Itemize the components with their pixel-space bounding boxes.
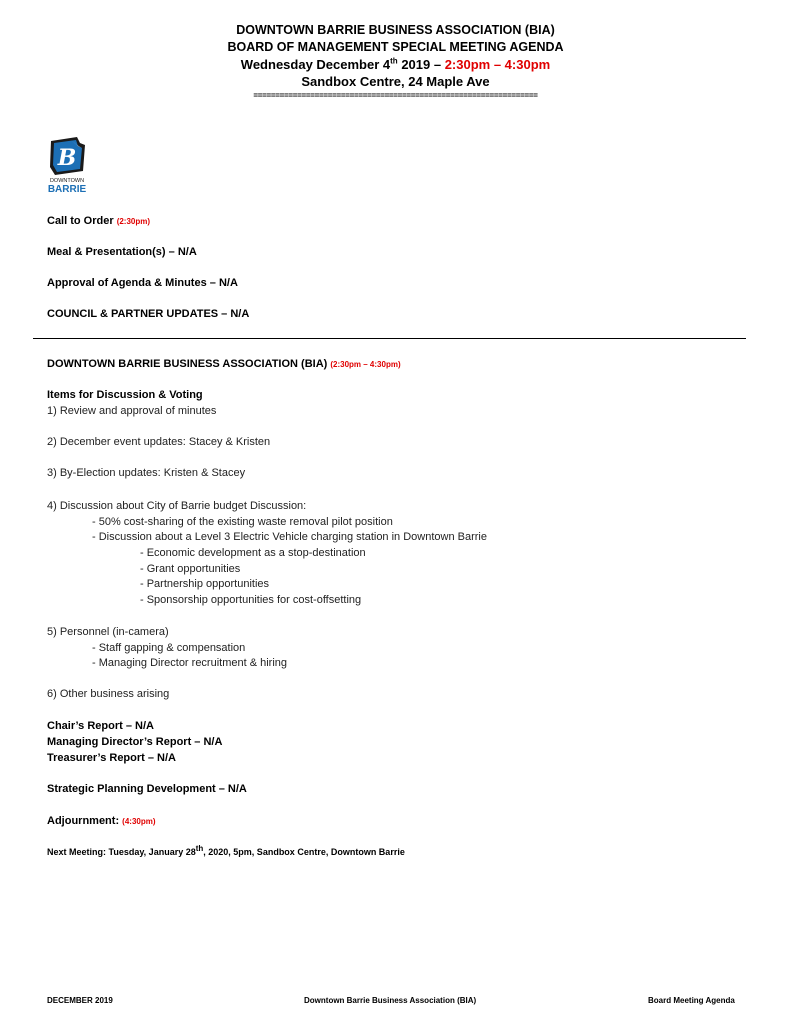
agenda-item-4b-1: - Economic development as a stop-destination (140, 547, 366, 559)
meal-presentations: Meal & Presentation(s) – N/A (47, 246, 197, 258)
agenda-item-5: 5) Personnel (in-camera) (47, 626, 169, 638)
next-meeting: Next Meeting: Tuesday, January 28th, 2020, 5pm, Sandbox Centre, Downtown Barrie (47, 844, 405, 857)
chair-report: Chair’s Report – N/A (47, 720, 154, 732)
downtown-barrie-logo (47, 137, 89, 195)
agenda-item-4: 4) Discussion about City of Barrie budget Discussion: (47, 500, 307, 512)
agenda-item-5a: - Staff gapping & compensation (92, 642, 246, 654)
agenda-header (0, 22, 791, 101)
meeting-time: 2:30pm – 4:30pm (444, 57, 551, 72)
call-to-order: Call to Order (2:30pm) (47, 215, 151, 227)
header-rule: ================================================================= (253, 91, 538, 100)
bia-section-time: (2:30pm – 4:30pm) (330, 360, 401, 369)
agenda-item-4b-4: - Sponsorship opportunities for cost-offsetting (140, 594, 362, 606)
org-title: DOWNTOWN BARRIE BUSINESS ASSOCIATION (BIA) (236, 23, 555, 37)
agenda-item-4b-2: - Grant opportunities (140, 563, 241, 575)
meeting-location: Sandbox Centre, 24 Maple Ave (301, 74, 490, 89)
agenda-item-4a: - 50% cost-sharing of the existing waste removal pilot position (92, 516, 393, 528)
adjournment: Adjournment: (4:30pm) (47, 815, 156, 827)
council-partner-updates: COUNCIL & PARTNER UPDATES – N/A (47, 308, 250, 320)
treasurer-report: Treasurer’s Report – N/A (47, 752, 176, 764)
svg-text:B: B (57, 145, 77, 171)
bia-section-heading: DOWNTOWN BARRIE BUSINESS ASSOCIATION (BIA) (2:30pm – 4:30pm) (47, 358, 401, 370)
adjournment-time: (4:30pm) (122, 817, 156, 826)
meeting-date: Wednesday December 4th 2019 – 2:30pm – 4:30pm (240, 56, 551, 72)
agenda-item-4b-3: - Partnership opportunities (140, 578, 270, 590)
agenda-item-5b: - Managing Director recruitment & hiring (92, 657, 288, 669)
footer-org: Downtown Barrie Business Association (BIA) (304, 996, 477, 1005)
section-divider (33, 338, 746, 339)
footer-doc-title: Board Meeting Agenda (648, 996, 735, 1005)
agenda-item-4b: - Discussion about a Level 3 Electric Vehicle charging station in Downtown Barrie (92, 531, 487, 543)
agenda-item-1: 1) Review and approval of minutes (47, 405, 217, 417)
agenda-item-2: 2) December event updates: Stacey & Kristen (47, 436, 271, 448)
items-heading: Items for Discussion & Voting (47, 389, 203, 401)
agenda-item-3: 3) By-Election updates: Kristen & Stacey (47, 467, 246, 479)
svg-text:BARRIE: BARRIE (47, 184, 87, 195)
strategic-planning: Strategic Planning Development – N/A (47, 783, 247, 795)
call-to-order-time: (2:30pm) (116, 217, 151, 226)
approval-agenda-minutes: Approval of Agenda & Minutes – N/A (47, 277, 238, 289)
managing-director-report: Managing Director’s Report – N/A (47, 736, 223, 748)
svg-text:DOWNTOWN: DOWNTOWN (49, 178, 85, 184)
footer-date: DECEMBER 2019 (47, 996, 113, 1005)
agenda-item-6: 6) Other business arising (47, 688, 170, 700)
meeting-title: BOARD OF MANAGEMENT SPECIAL MEETING AGENDA (227, 40, 564, 54)
